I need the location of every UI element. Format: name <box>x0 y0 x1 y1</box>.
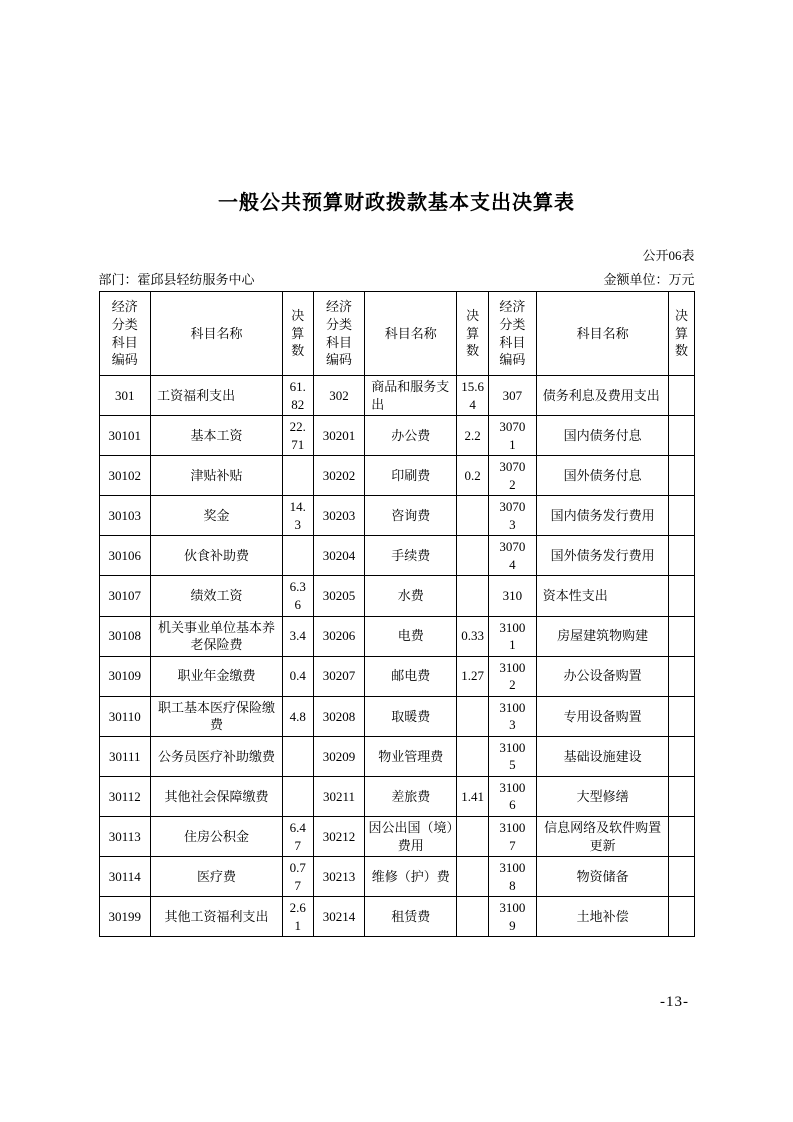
final-amount <box>457 536 489 576</box>
final-amount <box>669 696 694 736</box>
subject-name: 租赁费 <box>365 897 457 937</box>
subject-name: 职业年金缴费 <box>151 656 283 696</box>
subject-code: 31003 <box>489 696 537 736</box>
final-amount: 0.77 <box>282 857 313 897</box>
subject-code: 30701 <box>489 416 537 456</box>
header-name-3: 科目名称 <box>536 292 669 376</box>
subject-code: 30206 <box>313 616 365 656</box>
final-amount <box>669 376 694 416</box>
header-value-1: 决算数 <box>282 292 313 376</box>
table-meta-row <box>99 269 695 288</box>
subject-code: 30110 <box>99 696 151 736</box>
subject-code: 31001 <box>489 616 537 656</box>
subject-name: 大型修缮 <box>536 776 669 816</box>
subject-code: 31008 <box>489 857 537 897</box>
final-amount <box>669 857 694 897</box>
subject-name: 职工基本医疗保险缴费 <box>151 696 283 736</box>
header-code-1: 经济分类科目编码 <box>99 292 151 376</box>
table-row <box>99 776 694 816</box>
header-code-3: 经济分类科目编码 <box>489 292 537 376</box>
subject-name: 信息网络及软件购置更新 <box>536 817 669 857</box>
subject-name: 电费 <box>365 616 457 656</box>
final-amount <box>669 817 694 857</box>
final-amount <box>282 536 313 576</box>
subject-name: 债务利息及费用支出 <box>536 376 669 416</box>
final-amount: 2.2 <box>457 416 489 456</box>
final-amount <box>457 736 489 776</box>
subject-name: 机关事业单位基本养老保险费 <box>151 616 283 656</box>
final-amount: 6.36 <box>282 576 313 616</box>
subject-code: 30204 <box>313 536 365 576</box>
subject-code: 30114 <box>99 857 151 897</box>
subject-code: 30199 <box>99 897 151 937</box>
table-row <box>99 536 694 576</box>
subject-code: 310 <box>489 576 537 616</box>
final-amount <box>282 456 313 496</box>
final-amount <box>669 456 694 496</box>
subject-code: 30102 <box>99 456 151 496</box>
final-amount <box>669 576 694 616</box>
subject-name: 取暖费 <box>365 696 457 736</box>
subject-code: 31002 <box>489 656 537 696</box>
subject-name: 医疗费 <box>151 857 283 897</box>
final-amount: 22.71 <box>282 416 313 456</box>
table-row <box>99 736 694 776</box>
subject-code: 30704 <box>489 536 537 576</box>
subject-code: 307 <box>489 376 537 416</box>
subject-name: 奖金 <box>151 496 283 536</box>
table-row <box>99 456 694 496</box>
final-amount: 0.33 <box>457 616 489 656</box>
table-row <box>99 416 694 456</box>
subject-name: 资本性支出 <box>536 576 669 616</box>
subject-name: 办公费 <box>365 416 457 456</box>
final-amount: 15.64 <box>457 376 489 416</box>
table-row <box>99 817 694 857</box>
header-code-2: 经济分类科目编码 <box>313 292 365 376</box>
table-number-label: 公开06表 <box>642 248 695 263</box>
subject-name: 国外债务付息 <box>536 456 669 496</box>
final-amount <box>457 576 489 616</box>
final-amount <box>669 656 694 696</box>
subject-code: 30214 <box>313 897 365 937</box>
subject-name: 水费 <box>365 576 457 616</box>
subject-name: 邮电费 <box>365 656 457 696</box>
subject-name: 国外债务发行费用 <box>536 536 669 576</box>
table-row <box>99 616 694 656</box>
subject-code: 30213 <box>313 857 365 897</box>
final-amount: 4.8 <box>282 696 313 736</box>
subject-name: 住房公积金 <box>151 817 283 857</box>
final-amount <box>669 416 694 456</box>
subject-code: 302 <box>313 376 365 416</box>
final-amount <box>669 496 694 536</box>
subject-name: 物业管理费 <box>365 736 457 776</box>
budget-table <box>99 291 695 937</box>
table-row <box>99 696 694 736</box>
subject-code: 30212 <box>313 817 365 857</box>
subject-code: 30208 <box>313 696 365 736</box>
final-amount: 6.47 <box>282 817 313 857</box>
subject-code: 30111 <box>99 736 151 776</box>
table-row <box>99 496 694 536</box>
subject-code: 31005 <box>489 736 537 776</box>
table-row <box>99 857 694 897</box>
final-amount <box>457 817 489 857</box>
subject-name: 其他社会保障缴费 <box>151 776 283 816</box>
final-amount <box>669 616 694 656</box>
final-amount: 3.4 <box>282 616 313 656</box>
final-amount <box>669 897 694 937</box>
table-row <box>99 576 694 616</box>
subject-code: 301 <box>99 376 151 416</box>
final-amount: 0.2 <box>457 456 489 496</box>
header-value-3: 决算数 <box>669 292 694 376</box>
subject-name: 工资福利支出 <box>151 376 283 416</box>
subject-name: 印刷费 <box>365 456 457 496</box>
subject-name: 房屋建筑物购建 <box>536 616 669 656</box>
final-amount <box>282 736 313 776</box>
subject-name: 手续费 <box>365 536 457 576</box>
amount-unit-label: 金额单位：万元 <box>603 272 695 287</box>
final-amount <box>457 897 489 937</box>
table-area <box>99 245 695 937</box>
final-amount <box>669 776 694 816</box>
final-amount <box>669 536 694 576</box>
department-label: 部门：霍邱县轻纺服务中心 <box>98 272 255 287</box>
subject-name: 专用设备购置 <box>536 696 669 736</box>
final-amount: 14.3 <box>282 496 313 536</box>
final-amount <box>282 776 313 816</box>
final-amount <box>669 736 694 776</box>
final-amount: 1.27 <box>457 656 489 696</box>
table-row <box>99 376 694 416</box>
subject-code: 31009 <box>489 897 537 937</box>
subject-code: 30109 <box>99 656 151 696</box>
subject-code: 30103 <box>99 496 151 536</box>
subject-code: 30107 <box>99 576 151 616</box>
subject-code: 30209 <box>313 736 365 776</box>
subject-name: 咨询费 <box>365 496 457 536</box>
final-amount: 0.4 <box>282 656 313 696</box>
subject-name: 维修（护）费 <box>365 857 457 897</box>
subject-code: 30203 <box>313 496 365 536</box>
subject-code: 30113 <box>99 817 151 857</box>
subject-name: 公务员医疗补助缴费 <box>151 736 283 776</box>
subject-code: 30205 <box>313 576 365 616</box>
subject-code: 30101 <box>99 416 151 456</box>
final-amount <box>457 857 489 897</box>
subject-name: 差旅费 <box>365 776 457 816</box>
table-row <box>99 897 694 937</box>
subject-name: 办公设备购置 <box>536 656 669 696</box>
subject-code: 31006 <box>489 776 537 816</box>
subject-code: 30211 <box>313 776 365 816</box>
final-amount: 1.41 <box>457 776 489 816</box>
subject-name: 因公出国（境）费用 <box>365 817 457 857</box>
final-amount <box>457 696 489 736</box>
subject-name: 津贴补贴 <box>151 456 283 496</box>
subject-name: 基础设施建设 <box>536 736 669 776</box>
subject-name: 其他工资福利支出 <box>151 897 283 937</box>
table-header-row <box>99 292 694 376</box>
subject-name: 基本工资 <box>151 416 283 456</box>
subject-code: 30112 <box>99 776 151 816</box>
header-name-2: 科目名称 <box>365 292 457 376</box>
subject-code: 30702 <box>489 456 537 496</box>
subject-code: 30202 <box>313 456 365 496</box>
final-amount: 61.82 <box>282 376 313 416</box>
subject-name: 伙食补助费 <box>151 536 283 576</box>
subject-code: 30108 <box>99 616 151 656</box>
page-number: -13- <box>660 994 689 1010</box>
subject-name: 商品和服务支出 <box>365 376 457 416</box>
subject-name: 国内债务发行费用 <box>536 496 669 536</box>
subject-code: 30703 <box>489 496 537 536</box>
subject-name: 绩效工资 <box>151 576 283 616</box>
final-amount: 2.61 <box>282 897 313 937</box>
subject-code: 31007 <box>489 817 537 857</box>
subject-name: 物资储备 <box>536 857 669 897</box>
table-row <box>99 656 694 696</box>
budget-table-body <box>99 376 694 937</box>
header-name-1: 科目名称 <box>151 292 283 376</box>
page-title: 一般公共预算财政拨款基本支出决算表 <box>218 192 575 214</box>
subject-code: 30207 <box>313 656 365 696</box>
subject-name: 土地补偿 <box>536 897 669 937</box>
subject-code: 30106 <box>99 536 151 576</box>
subject-name: 国内债务付息 <box>536 416 669 456</box>
header-value-2: 决算数 <box>457 292 489 376</box>
subject-code: 30201 <box>313 416 365 456</box>
final-amount <box>457 496 489 536</box>
